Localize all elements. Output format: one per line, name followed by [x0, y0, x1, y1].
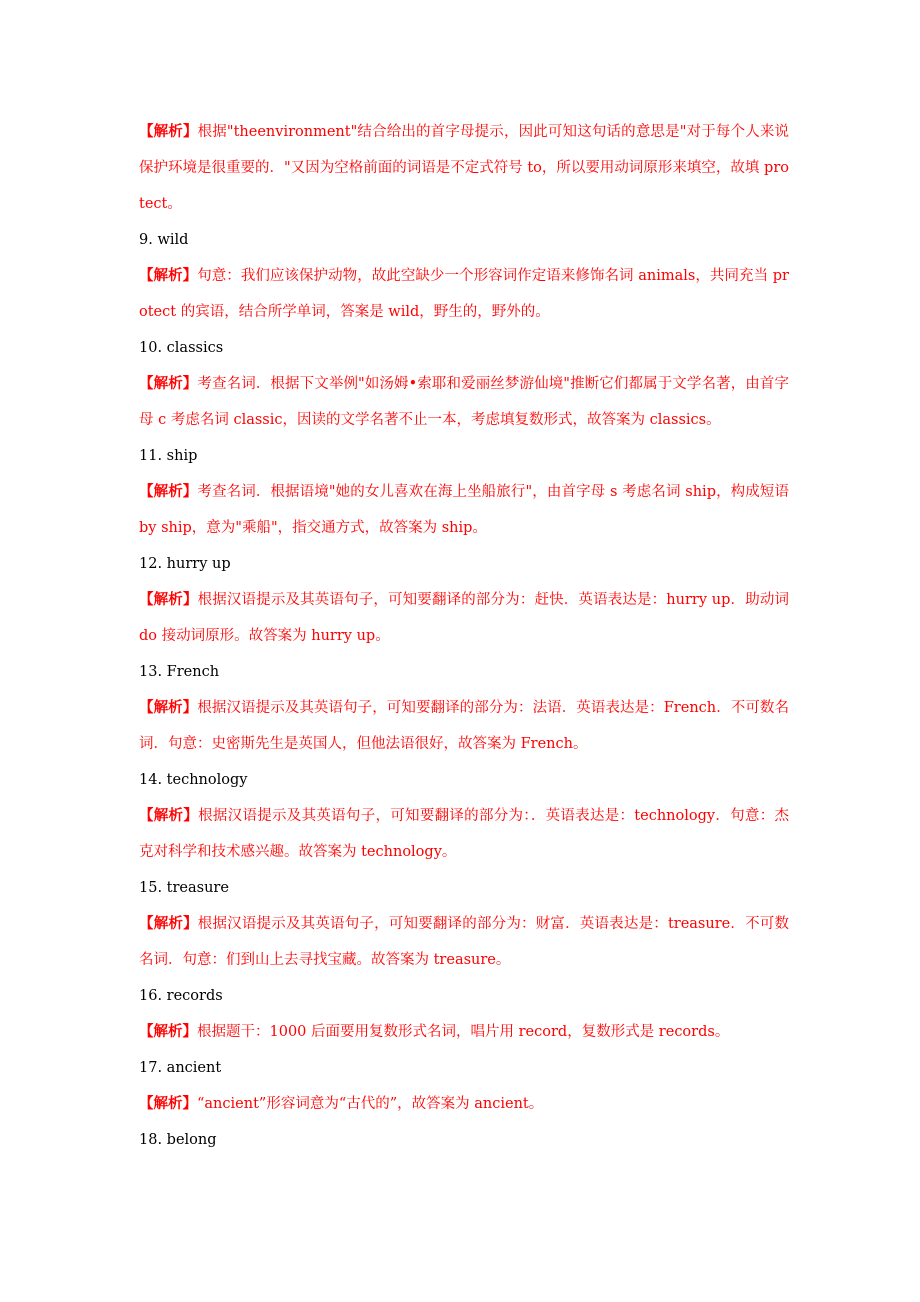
analysis-text — [139, 582, 789, 654]
analysis-text — [139, 366, 789, 438]
answer-line: 12. hurry up — [139, 556, 231, 572]
analysis-text — [139, 798, 789, 870]
answer-line: 16. records — [139, 988, 223, 1004]
analysis-body: 考查名词．根据语境"她的女儿喜欢在海上坐船旅行"，由首字母 s 考虑名词 ship，构成短语 by ship，意为"乘船"，指交通方式，故答案为 ship。 — [139, 484, 789, 536]
analysis-tag: 【解析】 — [139, 267, 198, 284]
answer-line: 14. technology — [139, 772, 248, 788]
analysis-body: 句意：我们应该保护动物，故此空缺少一个形容词作定语来修饰名词 animals，共同充当 protect 的宾语，结合所学单词，答案是 wild，野生的，野外的。 — [139, 268, 789, 320]
analysis-body: 根据汉语提示及其英语句子，可知要翻译的部分为：．英语表达是：technology．句意：杰克对科学和技术感兴趣。故答案为 technology。 — [139, 808, 789, 860]
analysis-text — [139, 114, 789, 222]
analysis-body: 根据汉语提示及其英语句子，可知要翻译的部分为：赶快．英语表达是：hurry up．助动词 do 接动词原形。故答案为 hurry up。 — [139, 592, 789, 644]
analysis-tag: 【解析】 — [139, 699, 198, 716]
answer-line: 10. classics — [139, 340, 224, 356]
analysis-text — [139, 474, 789, 546]
analysis-tag: 【解析】 — [139, 591, 198, 608]
analysis-body: 根据"theenvironment"结合给出的首字母提示，因此可知这句话的意思是"对于每个人来说保护环境是很重要的．"又因为空格前面的词语是不定式符号 to，所以要用动词原形来填空，故填 protect。 — [139, 124, 790, 212]
analysis-body: “ancient”形容词意为“古代的”，故答案为 ancient。 — [197, 1096, 544, 1112]
analysis-body: 根据汉语提示及其英语句子，可知要翻译的部分为：法语．英语表达是：French．不可数名词．句意：史密斯先生是英国人，但他法语很好，故答案为 French。 — [139, 700, 790, 752]
answer-list — [139, 114, 789, 1158]
analysis-text — [139, 1014, 789, 1050]
analysis-body: 根据汉语提示及其英语句子，可知要翻译的部分为：财富．英语表达是：treasure．不可数名词．句意：们到山上去寻找宝藏。故答案为 treasure。 — [139, 916, 790, 968]
answer-line: 15. treasure — [139, 880, 229, 896]
analysis-text — [139, 690, 789, 762]
answer-line: 11. ship — [139, 448, 198, 464]
analysis-text — [139, 1086, 789, 1122]
answer-line: 9. wild — [139, 232, 189, 248]
analysis-tag: 【解析】 — [139, 807, 199, 824]
analysis-tag: 【解析】 — [139, 1023, 197, 1040]
answer-line: 18. belong — [139, 1132, 217, 1148]
answer-line: 17. ancient — [139, 1060, 222, 1076]
analysis-body: 考查名词．根据下文举例"如汤姆•索耶和爱丽丝梦游仙境"推断它们都属于文学名著，由首字母 c 考虑名词 classic，因读的文学名著不止一本，考虑填复数形式，故答案为 classics。 — [139, 376, 790, 428]
analysis-text — [139, 258, 789, 330]
analysis-tag: 【解析】 — [139, 123, 198, 140]
analysis-text — [139, 906, 789, 978]
analysis-tag: 【解析】 — [139, 915, 198, 932]
analysis-tag: 【解析】 — [139, 483, 198, 500]
analysis-tag: 【解析】 — [139, 375, 198, 392]
analysis-tag: 【解析】 — [139, 1095, 197, 1112]
analysis-body: 根据题干：1000 后面要用复数形式名词，唱片用 record，复数形式是 records。 — [197, 1024, 730, 1040]
answer-line: 13. French — [139, 664, 220, 680]
